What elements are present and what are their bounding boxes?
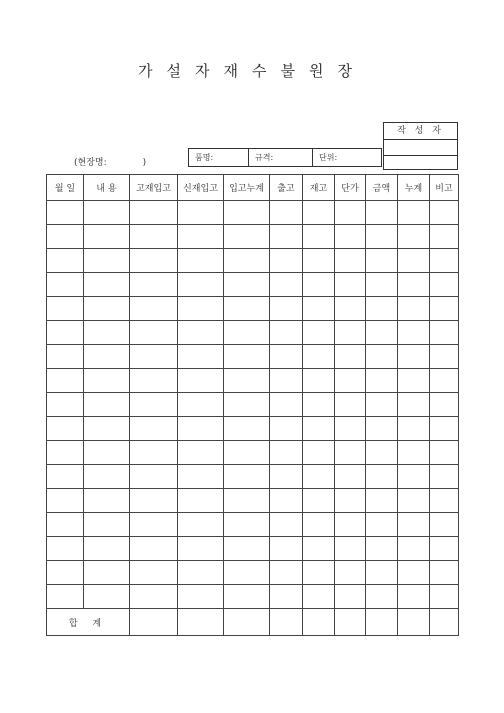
table-cell[interactable] xyxy=(178,321,224,345)
column-header: 입고누계 xyxy=(224,175,270,201)
site-name-label: (현장명: xyxy=(74,158,107,168)
table-row xyxy=(47,537,459,561)
table-cell[interactable] xyxy=(130,609,178,636)
table-cell[interactable] xyxy=(335,513,366,537)
table-cell[interactable] xyxy=(430,345,459,369)
table-cell[interactable] xyxy=(178,369,224,393)
table-cell[interactable] xyxy=(430,465,459,489)
column-header: 신재입고 xyxy=(178,175,224,201)
table-cell[interactable] xyxy=(224,297,270,321)
table-cell[interactable] xyxy=(130,585,178,609)
table-cell[interactable] xyxy=(130,297,178,321)
table-cell[interactable] xyxy=(366,345,398,369)
table-row xyxy=(47,297,459,321)
table-cell[interactable] xyxy=(398,369,430,393)
table-cell[interactable] xyxy=(335,345,366,369)
table-cell[interactable] xyxy=(84,465,130,489)
table-cell[interactable] xyxy=(303,585,335,609)
table-cell[interactable] xyxy=(47,369,84,393)
table-cell[interactable] xyxy=(224,585,270,609)
column-header: 월 일 xyxy=(47,175,84,201)
table-cell[interactable] xyxy=(430,489,459,513)
table-cell[interactable] xyxy=(335,201,366,225)
table-cell[interactable] xyxy=(398,297,430,321)
table-cell[interactable] xyxy=(178,297,224,321)
table-cell[interactable] xyxy=(398,441,430,465)
ledger-table xyxy=(46,174,459,636)
table-cell[interactable] xyxy=(303,249,335,273)
table-cell[interactable] xyxy=(270,537,303,561)
table-cell[interactable] xyxy=(130,345,178,369)
table-cell[interactable] xyxy=(130,249,178,273)
table-cell[interactable] xyxy=(270,297,303,321)
site-name-close: ) xyxy=(142,158,147,168)
table-cell[interactable] xyxy=(224,465,270,489)
table-cell[interactable] xyxy=(130,489,178,513)
table-cell[interactable] xyxy=(178,585,224,609)
table-cell[interactable] xyxy=(366,513,398,537)
table-cell[interactable] xyxy=(303,273,335,297)
table-cell[interactable] xyxy=(47,417,84,441)
table-cell[interactable] xyxy=(47,201,84,225)
table-cell[interactable] xyxy=(84,561,130,585)
table-cell[interactable] xyxy=(84,585,130,609)
table-cell[interactable] xyxy=(430,393,459,417)
table-cell[interactable] xyxy=(270,513,303,537)
table-cell[interactable] xyxy=(178,225,224,249)
table-cell[interactable] xyxy=(84,225,130,249)
table-cell[interactable] xyxy=(47,561,84,585)
table-cell[interactable] xyxy=(84,489,130,513)
table-cell[interactable] xyxy=(270,441,303,465)
table-cell[interactable] xyxy=(178,345,224,369)
table-cell[interactable] xyxy=(270,489,303,513)
table-cell[interactable] xyxy=(47,321,84,345)
table-cell[interactable] xyxy=(47,585,84,609)
table-cell[interactable] xyxy=(84,321,130,345)
table-cell[interactable] xyxy=(47,441,84,465)
table-cell[interactable] xyxy=(178,273,224,297)
table-cell[interactable] xyxy=(178,609,224,636)
table-cell[interactable] xyxy=(430,321,459,345)
table-cell[interactable] xyxy=(224,225,270,249)
table-cell[interactable] xyxy=(430,273,459,297)
table-cell[interactable] xyxy=(430,585,459,609)
table-cell[interactable] xyxy=(84,393,130,417)
column-header: 금액 xyxy=(366,175,398,201)
table-cell[interactable] xyxy=(270,561,303,585)
table-cell[interactable] xyxy=(224,345,270,369)
table-cell[interactable] xyxy=(224,393,270,417)
table-cell[interactable] xyxy=(303,441,335,465)
table-cell[interactable] xyxy=(303,465,335,489)
site-name-field[interactable] xyxy=(74,155,146,168)
table-row xyxy=(47,513,459,537)
table-cell[interactable] xyxy=(270,585,303,609)
column-header: 재고 xyxy=(303,175,335,201)
table-cell[interactable] xyxy=(303,369,335,393)
table-cell[interactable] xyxy=(303,489,335,513)
table-cell[interactable] xyxy=(270,609,303,636)
table-cell[interactable] xyxy=(224,513,270,537)
table-cell[interactable] xyxy=(270,417,303,441)
column-header: 출고 xyxy=(270,175,303,201)
table-cell[interactable] xyxy=(84,297,130,321)
page-title: 가설자재수불원장 xyxy=(138,62,366,80)
table-cell[interactable] xyxy=(224,489,270,513)
table-cell[interactable] xyxy=(430,369,459,393)
table-cell[interactable] xyxy=(398,345,430,369)
column-header: 비고 xyxy=(430,175,459,201)
table-cell[interactable] xyxy=(430,225,459,249)
table-cell[interactable] xyxy=(398,393,430,417)
table-cell[interactable] xyxy=(335,297,366,321)
table-row xyxy=(47,345,459,369)
table-cell[interactable] xyxy=(224,273,270,297)
table-cell[interactable] xyxy=(224,201,270,225)
table-cell[interactable] xyxy=(178,513,224,537)
table-cell[interactable] xyxy=(303,225,335,249)
item-name-field[interactable]: 품명: xyxy=(189,149,249,166)
table-cell[interactable] xyxy=(366,465,398,489)
table-cell[interactable] xyxy=(398,417,430,441)
table-cell[interactable] xyxy=(430,249,459,273)
table-cell[interactable] xyxy=(398,585,430,609)
table-cell[interactable] xyxy=(366,249,398,273)
table-cell[interactable] xyxy=(366,369,398,393)
table-cell[interactable] xyxy=(366,417,398,441)
table-cell[interactable] xyxy=(224,561,270,585)
table-cell[interactable] xyxy=(130,465,178,489)
table-cell[interactable] xyxy=(335,585,366,609)
table-cell[interactable] xyxy=(398,249,430,273)
table-row xyxy=(47,393,459,417)
table-cell[interactable] xyxy=(398,225,430,249)
table-cell[interactable] xyxy=(130,369,178,393)
table-cell[interactable] xyxy=(335,561,366,585)
table-cell[interactable] xyxy=(47,465,84,489)
table-cell[interactable] xyxy=(224,441,270,465)
table-cell[interactable] xyxy=(398,273,430,297)
author-signature-cell[interactable] xyxy=(384,140,457,156)
table-cell[interactable] xyxy=(224,321,270,345)
total-row xyxy=(47,609,459,636)
table-row xyxy=(47,225,459,249)
table-cell[interactable] xyxy=(178,561,224,585)
table-cell[interactable] xyxy=(335,417,366,441)
table-cell[interactable] xyxy=(335,393,366,417)
table-cell[interactable] xyxy=(130,201,178,225)
table-cell[interactable] xyxy=(398,561,430,585)
table-cell[interactable] xyxy=(335,465,366,489)
total-label: 합 계 xyxy=(47,609,130,636)
table-cell[interactable] xyxy=(270,201,303,225)
table-row xyxy=(47,465,459,489)
table-cell[interactable] xyxy=(47,513,84,537)
table-cell[interactable] xyxy=(130,225,178,249)
table-cell[interactable] xyxy=(130,513,178,537)
table-cell[interactable] xyxy=(47,225,84,249)
table-cell[interactable] xyxy=(303,393,335,417)
table-cell[interactable] xyxy=(178,201,224,225)
table-row xyxy=(47,585,459,609)
table-cell[interactable] xyxy=(430,201,459,225)
table-cell[interactable] xyxy=(178,441,224,465)
table-cell[interactable] xyxy=(335,489,366,513)
table-cell[interactable] xyxy=(430,297,459,321)
table-cell[interactable] xyxy=(303,537,335,561)
table-cell[interactable] xyxy=(84,345,130,369)
table-cell[interactable] xyxy=(335,537,366,561)
table-cell[interactable] xyxy=(335,321,366,345)
table-cell[interactable] xyxy=(270,321,303,345)
table-cell[interactable] xyxy=(47,393,84,417)
table-cell[interactable] xyxy=(366,225,398,249)
table-row xyxy=(47,201,459,225)
table-cell[interactable] xyxy=(270,345,303,369)
table-cell[interactable] xyxy=(84,249,130,273)
table-row xyxy=(47,489,459,513)
table-cell[interactable] xyxy=(224,537,270,561)
table-cell[interactable] xyxy=(398,513,430,537)
table-cell[interactable] xyxy=(47,537,84,561)
table-cell[interactable] xyxy=(270,465,303,489)
table-cell[interactable] xyxy=(366,537,398,561)
item-info-box xyxy=(188,148,382,167)
spec-field[interactable]: 규격: xyxy=(249,149,313,166)
column-header: 내 용 xyxy=(84,175,130,201)
table-cell[interactable] xyxy=(224,417,270,441)
table-cell[interactable] xyxy=(366,393,398,417)
table-cell[interactable] xyxy=(178,465,224,489)
table-cell[interactable] xyxy=(270,393,303,417)
table-cell[interactable] xyxy=(270,273,303,297)
table-cell[interactable] xyxy=(130,393,178,417)
author-signature-box xyxy=(383,122,458,170)
table-cell[interactable] xyxy=(47,297,84,321)
table-cell[interactable] xyxy=(84,537,130,561)
table-cell[interactable] xyxy=(430,441,459,465)
author-label: 작 성 자 xyxy=(384,123,457,140)
table-cell[interactable] xyxy=(335,225,366,249)
table-row xyxy=(47,441,459,465)
table-cell[interactable] xyxy=(303,513,335,537)
table-row xyxy=(47,249,459,273)
table-cell[interactable] xyxy=(224,369,270,393)
table-cell[interactable] xyxy=(398,489,430,513)
table-cell[interactable] xyxy=(270,249,303,273)
table-cell[interactable] xyxy=(335,249,366,273)
table-cell[interactable] xyxy=(366,201,398,225)
table-cell[interactable] xyxy=(224,609,270,636)
table-cell[interactable] xyxy=(270,225,303,249)
table-cell[interactable] xyxy=(178,537,224,561)
table-cell[interactable] xyxy=(84,273,130,297)
table-cell[interactable] xyxy=(430,561,459,585)
table-cell[interactable] xyxy=(303,321,335,345)
table-cell[interactable] xyxy=(366,609,398,636)
table-row xyxy=(47,417,459,441)
table-cell[interactable] xyxy=(224,249,270,273)
table-cell[interactable] xyxy=(130,417,178,441)
table-cell[interactable] xyxy=(366,273,398,297)
table-cell[interactable] xyxy=(430,609,459,636)
table-cell[interactable] xyxy=(335,609,366,636)
table-cell[interactable] xyxy=(398,321,430,345)
table-cell[interactable] xyxy=(366,297,398,321)
table-cell[interactable] xyxy=(430,537,459,561)
table-cell[interactable] xyxy=(303,297,335,321)
table-cell[interactable] xyxy=(130,537,178,561)
table-header-row xyxy=(47,175,459,201)
table-cell[interactable] xyxy=(270,369,303,393)
table-cell[interactable] xyxy=(303,417,335,441)
table-cell[interactable] xyxy=(84,417,130,441)
table-cell[interactable] xyxy=(430,417,459,441)
table-cell[interactable] xyxy=(366,321,398,345)
table-cell[interactable] xyxy=(335,369,366,393)
table-cell[interactable] xyxy=(178,489,224,513)
table-cell[interactable] xyxy=(398,537,430,561)
table-cell[interactable] xyxy=(398,609,430,636)
table-cell[interactable] xyxy=(47,273,84,297)
table-cell[interactable] xyxy=(84,201,130,225)
table-cell[interactable] xyxy=(47,345,84,369)
table-row xyxy=(47,273,459,297)
table-cell[interactable] xyxy=(178,393,224,417)
table-cell[interactable] xyxy=(47,249,84,273)
table-cell[interactable] xyxy=(84,513,130,537)
table-cell[interactable] xyxy=(130,441,178,465)
table-cell[interactable] xyxy=(366,441,398,465)
table-cell[interactable] xyxy=(303,561,335,585)
table-cell[interactable] xyxy=(178,249,224,273)
table-row xyxy=(47,561,459,585)
table-cell[interactable] xyxy=(84,369,130,393)
column-header: 고재입고 xyxy=(130,175,178,201)
table-row xyxy=(47,369,459,393)
column-header: 누계 xyxy=(398,175,430,201)
table-cell[interactable] xyxy=(303,201,335,225)
table-cell[interactable] xyxy=(366,585,398,609)
table-cell[interactable] xyxy=(84,441,130,465)
table-cell[interactable] xyxy=(398,201,430,225)
table-cell[interactable] xyxy=(130,273,178,297)
table-cell[interactable] xyxy=(430,513,459,537)
table-cell[interactable] xyxy=(398,465,430,489)
table-cell[interactable] xyxy=(335,273,366,297)
table-cell[interactable] xyxy=(366,489,398,513)
table-cell[interactable] xyxy=(130,561,178,585)
table-cell[interactable] xyxy=(178,417,224,441)
table-cell[interactable] xyxy=(303,609,335,636)
column-header: 단가 xyxy=(335,175,366,201)
unit-field[interactable]: 단위: xyxy=(319,153,338,162)
table-cell[interactable] xyxy=(366,561,398,585)
table-cell[interactable] xyxy=(47,489,84,513)
table-cell[interactable] xyxy=(335,441,366,465)
table-row xyxy=(47,321,459,345)
table-cell[interactable] xyxy=(303,345,335,369)
table-cell[interactable] xyxy=(130,321,178,345)
